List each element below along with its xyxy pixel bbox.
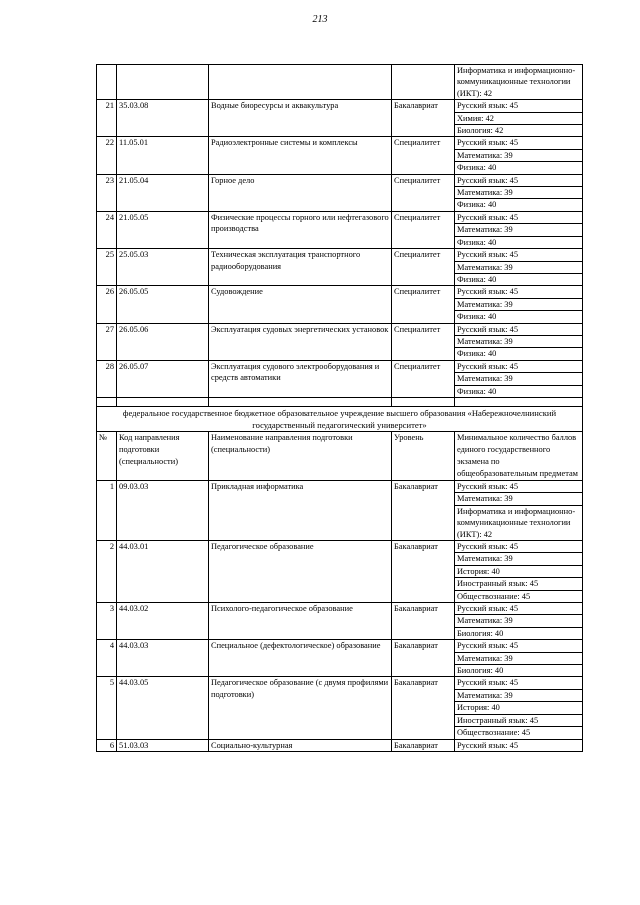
program-code: 26.05.07 [117, 360, 209, 397]
program-name: Радиоэлектронные системы и комплексы [209, 137, 392, 174]
program-name: Педагогическое образование [209, 541, 392, 603]
row-number: 26 [97, 286, 117, 323]
program-code: 51.03.03 [117, 739, 209, 751]
table-row [97, 137, 583, 149]
program-name: Педагогическое образование (с двумя профилями подготовки) [209, 677, 392, 739]
row-number: 27 [97, 323, 117, 360]
row-number: 1 [97, 480, 117, 540]
page-number: 213 [312, 14, 328, 25]
exam-score: Физика: 40 [455, 311, 583, 323]
exam-score: Математика: 39 [455, 689, 583, 701]
exam-score: Иностранный язык: 45 [455, 578, 583, 590]
exam-score: Математика: 39 [455, 224, 583, 236]
admission-table [96, 64, 583, 752]
row-number: 5 [97, 677, 117, 739]
program-code: 26.05.05 [117, 286, 209, 323]
program-code: 26.05.06 [117, 323, 209, 360]
exam-score: Математика: 39 [455, 553, 583, 565]
table-row [97, 739, 583, 751]
program-section [97, 480, 583, 751]
exam-score: Русский язык: 45 [455, 249, 583, 261]
exam-score: Обществознание: 45 [455, 727, 583, 739]
row-number: 24 [97, 211, 117, 248]
table-row [97, 480, 583, 492]
table-row [97, 211, 583, 223]
program-name [209, 65, 392, 100]
program-level: Специалитет [392, 137, 455, 174]
program-name: Прикладная информатика [209, 480, 392, 540]
table-row [97, 323, 583, 335]
program-code: 21.05.04 [117, 174, 209, 211]
program-level: Бакалавриат [392, 603, 455, 640]
exam-score: Химия: 42 [455, 112, 583, 124]
row-number: 25 [97, 249, 117, 286]
exam-score: Русский язык: 45 [455, 640, 583, 652]
exam-score: Математика: 39 [455, 187, 583, 199]
row-number: 23 [97, 174, 117, 211]
exam-score: Физика: 40 [455, 273, 583, 285]
gap-section [97, 397, 583, 406]
org-section [97, 406, 583, 480]
exam-score: Математика: 39 [455, 298, 583, 310]
exam-score: Математика: 39 [455, 493, 583, 505]
header-exams: Минимальное количество баллов единого государственного экзамена по общеобразовательным предметам [455, 431, 583, 480]
program-code: 44.03.01 [117, 541, 209, 603]
table-row [97, 677, 583, 689]
program-level: Бакалавриат [392, 739, 455, 751]
program-name: Техническая эксплуатация транспортного радиооборудования [209, 249, 392, 286]
row-number: 3 [97, 603, 117, 640]
program-level: Специалитет [392, 360, 455, 397]
program-level: Бакалавриат [392, 677, 455, 739]
program-level: Специалитет [392, 249, 455, 286]
table-row [97, 100, 583, 112]
table-row [97, 360, 583, 372]
program-name: Специальное (дефектологическое) образование [209, 640, 392, 677]
program-level: Специалитет [392, 211, 455, 248]
exam-score: Физика: 40 [455, 199, 583, 211]
program-code: 21.05.05 [117, 211, 209, 248]
exam-score: История: 40 [455, 702, 583, 714]
program-code: 44.03.02 [117, 603, 209, 640]
exam-score: Русский язык: 45 [455, 677, 583, 689]
exam-score: Физика: 40 [455, 162, 583, 174]
exam-score: Русский язык: 45 [455, 360, 583, 372]
exam-score: Математика: 39 [455, 652, 583, 664]
exam-score: История: 40 [455, 565, 583, 577]
row-number: 28 [97, 360, 117, 397]
exam-score: Математика: 39 [455, 261, 583, 273]
exam-score: Русский язык: 45 [455, 480, 583, 492]
exam-score: Русский язык: 45 [455, 211, 583, 223]
program-level: Бакалавриат [392, 100, 455, 137]
exam-score: Иностранный язык: 45 [455, 714, 583, 726]
header-num: № [97, 431, 117, 480]
program-code: 44.03.05 [117, 677, 209, 739]
exam-score: Физика: 40 [455, 236, 583, 248]
exam-score: Биология: 40 [455, 627, 583, 639]
program-name: Социально-культурная [209, 739, 392, 751]
program-level: Специалитет [392, 323, 455, 360]
exam-score: Русский язык: 45 [455, 603, 583, 615]
exam-score: Физика: 40 [455, 385, 583, 397]
continuation-section [97, 65, 583, 398]
row-number: 4 [97, 640, 117, 677]
program-name: Физические процессы горного или нефтегазового производства [209, 211, 392, 248]
row-number: 6 [97, 739, 117, 751]
header-code: Код направления подготовки (специальности) [117, 431, 209, 480]
program-level [392, 65, 455, 100]
exam-score: Русский язык: 45 [455, 323, 583, 335]
row-number: 22 [97, 137, 117, 174]
organization-title: федеральное государственное бюджетное образовательное учреждение высшего образования «Набережночелнинский государственный педагогический университет» [97, 406, 583, 431]
row-number [97, 65, 117, 100]
program-code: 35.03.08 [117, 100, 209, 137]
table-row [97, 174, 583, 186]
exam-score: Математика: 39 [455, 615, 583, 627]
table-row [97, 249, 583, 261]
exam-score: Биология: 40 [455, 665, 583, 677]
exam-score: Русский язык: 45 [455, 739, 583, 751]
program-level: Бакалавриат [392, 541, 455, 603]
program-code: 09.03.03 [117, 480, 209, 540]
program-level: Бакалавриат [392, 480, 455, 540]
table-row [97, 640, 583, 652]
exam-score: Русский язык: 45 [455, 174, 583, 186]
program-name: Судовождение [209, 286, 392, 323]
program-code [117, 65, 209, 100]
exam-score: Русский язык: 45 [455, 541, 583, 553]
exam-score: Обществознание: 45 [455, 590, 583, 602]
program-level: Бакалавриат [392, 640, 455, 677]
header-row [97, 431, 583, 480]
table-row [97, 286, 583, 298]
program-level: Специалитет [392, 286, 455, 323]
exam-score: Информатика и информационно-коммуникационные технологии (ИКТ): 42 [455, 505, 583, 540]
exam-score: Биология: 42 [455, 125, 583, 137]
exam-score: Русский язык: 45 [455, 286, 583, 298]
table-row [97, 541, 583, 553]
exam-score: Математика: 39 [455, 149, 583, 161]
program-name: Эксплуатация судовых энергетических установок [209, 323, 392, 360]
program-name: Водные биоресурсы и аквакультура [209, 100, 392, 137]
exam-score: Информатика и информационно-коммуникационные технологии (ИКТ): 42 [455, 65, 583, 100]
program-name: Эксплуатация судового электрооборудования и средств автоматики [209, 360, 392, 397]
program-code: 44.03.03 [117, 640, 209, 677]
header-name: Наименование направления подготовки (специальности) [209, 431, 392, 480]
row-number: 2 [97, 541, 117, 603]
row-number: 21 [97, 100, 117, 137]
program-level: Специалитет [392, 174, 455, 211]
program-code: 25.05.03 [117, 249, 209, 286]
exam-score: Математика: 39 [455, 335, 583, 347]
program-name: Психолого-педагогическое образование [209, 603, 392, 640]
header-level: Уровень [392, 431, 455, 480]
exam-score: Физика: 40 [455, 348, 583, 360]
program-code: 11.05.01 [117, 137, 209, 174]
exam-score: Русский язык: 45 [455, 137, 583, 149]
table-row [97, 65, 583, 100]
table-row [97, 603, 583, 615]
program-name: Горное дело [209, 174, 392, 211]
exam-score: Русский язык: 45 [455, 100, 583, 112]
exam-score: Математика: 39 [455, 373, 583, 385]
